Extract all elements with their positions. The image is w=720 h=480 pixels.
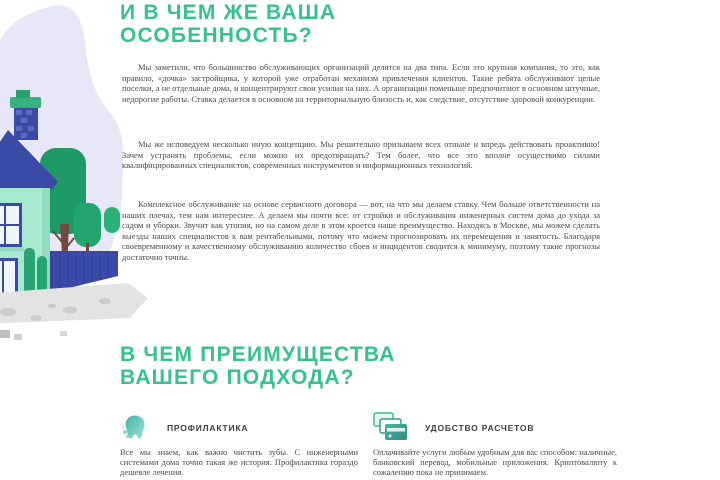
planter-bush	[24, 248, 35, 294]
feature-payments	[373, 410, 617, 480]
chimney-cap	[10, 97, 41, 108]
heading-specialty	[120, 1, 440, 47]
heading-advantages	[120, 343, 440, 389]
heading-line: ОСОБЕННОСТЬ?	[120, 24, 313, 48]
feature-prevention	[120, 410, 358, 480]
house-with-trees-illustration	[0, 0, 150, 345]
small-tree	[74, 203, 101, 247]
paragraph-2: Мы же исповедуем несколько иную концепцию. Мы решительно призываем всех отныне и впредь действовать проактивно! Зачем устранять проблемы, если можно их предотвращать? Тем более, что все это вполне осуществимо силами квалифицированных специалистов, современных инструментов и информационных технологий.	[122, 139, 600, 170]
tooth-prevention-icon	[120, 412, 150, 442]
feature-title-prevention: ПРОФИЛАКТИКА	[167, 423, 249, 433]
paragraph-1: Мы заметили, что большинство обслуживающих организаций делятся на два типа. Если это крупная компания, то это, как правило, «дочка» застройщика, у которой уже отработан механизм привлечения клиентов. Такие ребята обслуживают целые поселки, а не отдельные дома, и концентрируют свои усилия на них. А организации поменьше предпочитают в основном штучные, недорогие работы. Ставка делается в основном на территориальную близость и, как следствие, отсутствие здоровой конкуренции.	[122, 62, 600, 104]
paragraph-3: Комплексное обслуживание на основе сервисного договора — вот, на что мы делаем ставку. Чем больше ответственности на наших плечах, тем нам интереснее. А делаем мы почти все: от стройки и обслуживания инженерных систем дома до ухода за садом и уборки. Звучит как утопия, но на самом деле в этом кроется наше преимущество. Находясь в Москве, мы можем сделать выезды наших специалистов к вам рентабельными, потому что можем прогнозировать их перемещения и занятость. Благодаря своевременному и качественному обслуживанию количество сбоев и инцидентов сводится к минимуму, поэтому такие прогнозы достаточно точны.	[122, 199, 600, 262]
heading-line: В ЧЕМ ПРЕИМУЩЕСТВА	[120, 343, 396, 366]
bush	[104, 207, 120, 233]
heading-line: И В ЧЕМ ЖЕ ВАША	[120, 1, 337, 24]
feature-text-payments: Оплачивайте услуги любым удобным для вас способом: наличные, банковский перевод, мобильные приложения. Криптовалюту к сожалению пока не принимаем.	[373, 447, 617, 477]
heading-line: ВАШЕГО ПОДХОДА?	[120, 366, 355, 390]
feature-title-payments: УДОБСТВО РАСЧЕТОВ	[425, 423, 535, 433]
feature-text-prevention: Все мы знаем, как важно чистить зубы. С инженерными системами дома точно такая же история. Профилактика гораздо дешевле лечения.	[120, 447, 358, 477]
payment-cards-icon	[373, 412, 409, 442]
